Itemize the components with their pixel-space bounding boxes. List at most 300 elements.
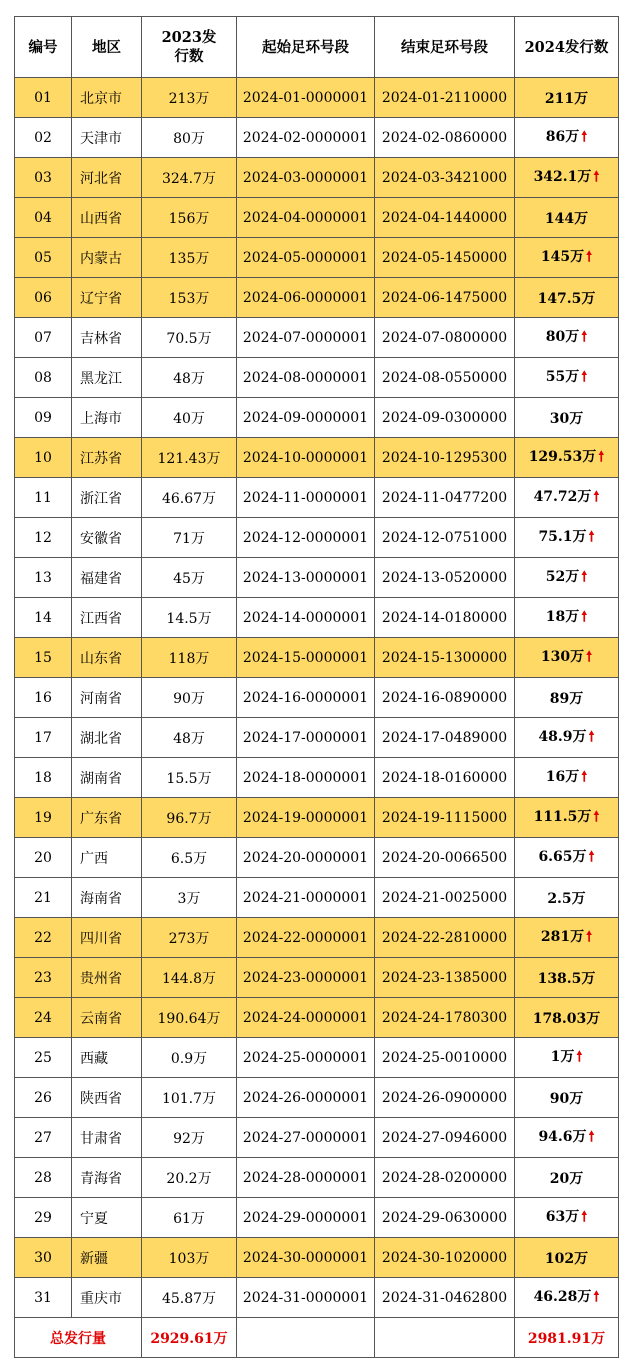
- table-row: [15, 878, 619, 918]
- cell-no: [15, 78, 72, 118]
- cell-end-ring-text: 2024-29-0630000: [381, 1209, 508, 1226]
- cell-region: [72, 598, 142, 638]
- cell-start-ring: [237, 558, 375, 598]
- table-row: [15, 1278, 619, 1318]
- cell-issue-2024: [515, 1198, 619, 1238]
- cell-start-ring-text: 2024-15-0000001: [242, 649, 369, 666]
- cell-end-ring-text: 2024-22-2810000: [381, 929, 508, 946]
- up-arrow-icon: 🠕: [593, 488, 600, 505]
- cell-end-ring-text: 2024-28-0200000: [381, 1169, 508, 1186]
- cell-start-ring: [237, 278, 375, 318]
- cell-no-text: 09: [34, 409, 52, 426]
- cell-start-ring-text: 2024-22-0000001: [242, 929, 369, 946]
- cell-no-text: 24: [34, 1009, 52, 1026]
- cell-region-text: 贵州省: [80, 970, 122, 987]
- cell-no-text: 05: [34, 249, 52, 266]
- cell-end-ring: [375, 518, 515, 558]
- up-arrow-icon: 🠕: [588, 848, 595, 865]
- cell-end-ring: [375, 798, 515, 838]
- cell-region-text: 吉林省: [80, 330, 122, 347]
- cell-issue-2023-text: 92万: [173, 1130, 205, 1147]
- table-row: [15, 998, 619, 1038]
- cell-region-text: 天津市: [80, 130, 122, 147]
- table-row: [15, 678, 619, 718]
- total-2024: 2981.91万: [515, 1318, 619, 1358]
- cell-issue-2023-text: 3万: [177, 890, 201, 907]
- cell-region-text: 陕西省: [80, 1090, 122, 1107]
- cell-issue-2023: [142, 398, 237, 438]
- cell-issue-2024: [515, 238, 619, 278]
- cell-issue-2024: [515, 278, 619, 318]
- cell-issue-2023-text: 101.7万: [161, 1090, 217, 1107]
- cell-start-ring: [237, 1038, 375, 1078]
- cell-issue-2023-text: 70.5万: [166, 330, 212, 347]
- cell-start-ring-text: 2024-30-0000001: [242, 1249, 369, 1266]
- cell-start-ring: [237, 878, 375, 918]
- cell-region-text: 云南省: [80, 1010, 122, 1027]
- cell-issue-2024: [515, 478, 619, 518]
- total-start-empty: [237, 1318, 375, 1358]
- cell-end-ring: [375, 958, 515, 998]
- cell-issue-2023: [142, 638, 237, 678]
- cell-start-ring: [237, 1278, 375, 1318]
- cell-region: [72, 918, 142, 958]
- cell-issue-2024: [515, 1158, 619, 1198]
- cell-no: [15, 238, 72, 278]
- cell-issue-2023-text: 61万: [173, 1210, 205, 1227]
- cell-issue-2023-text: 40万: [173, 410, 205, 427]
- cell-start-ring-text: 2024-14-0000001: [242, 609, 369, 626]
- cell-start-ring-text: 2024-18-0000001: [242, 769, 369, 786]
- cell-region-text: 江西省: [80, 610, 122, 627]
- cell-issue-2024-text: 94.6万: [538, 1128, 587, 1145]
- header-no: 编号: [15, 17, 72, 78]
- cell-issue-2024: [515, 598, 619, 638]
- cell-no-text: 11: [34, 489, 52, 506]
- header-issue-2024: 2024发行数: [515, 17, 619, 78]
- cell-start-ring: [237, 838, 375, 878]
- cell-no: [15, 918, 72, 958]
- cell-start-ring: [237, 598, 375, 638]
- cell-issue-2024-text: 211万: [544, 90, 589, 107]
- cell-issue-2023: [142, 318, 237, 358]
- cell-no: [15, 998, 72, 1038]
- cell-issue-2023-text: 153万: [168, 290, 210, 307]
- cell-region-text: 四川省: [80, 930, 122, 947]
- cell-end-ring-text: 2024-04-1440000: [381, 209, 508, 226]
- cell-issue-2023-text: 121.43万: [157, 450, 221, 467]
- cell-start-ring: [237, 158, 375, 198]
- cell-end-ring-text: 2024-15-1300000: [381, 649, 508, 666]
- cell-no-text: 12: [34, 529, 52, 546]
- cell-issue-2023-text: 324.7万: [161, 170, 217, 187]
- cell-end-ring: [375, 758, 515, 798]
- cell-region: [72, 518, 142, 558]
- cell-end-ring-text: 2024-13-0520000: [381, 569, 508, 586]
- cell-issue-2024-text: 178.03万: [532, 1010, 601, 1027]
- cell-no: [15, 358, 72, 398]
- cell-start-ring-text: 2024-26-0000001: [242, 1089, 369, 1106]
- cell-end-ring-text: 2024-27-0946000: [381, 1129, 508, 1146]
- cell-no: [15, 958, 72, 998]
- up-arrow-icon: 🠕: [581, 368, 588, 385]
- cell-end-ring-text: 2024-08-0550000: [381, 369, 508, 386]
- cell-start-ring: [237, 518, 375, 558]
- total-row: [15, 1318, 619, 1358]
- table-row: [15, 918, 619, 958]
- cell-end-ring: [375, 1238, 515, 1278]
- cell-issue-2024: [515, 118, 619, 158]
- cell-region-text: 宁夏: [80, 1210, 108, 1227]
- cell-issue-2024-text: 1万: [550, 1048, 575, 1065]
- cell-no: [15, 478, 72, 518]
- cell-end-ring-text: 2024-18-0160000: [381, 769, 508, 786]
- cell-no-text: 04: [34, 209, 52, 226]
- cell-start-ring: [237, 358, 375, 398]
- cell-no-text: 23: [34, 969, 52, 986]
- cell-issue-2023: [142, 558, 237, 598]
- cell-issue-2024: [515, 358, 619, 398]
- cell-issue-2024-text: 144万: [544, 210, 589, 227]
- cell-issue-2024: [515, 758, 619, 798]
- cell-issue-2023-text: 96.7万: [166, 810, 212, 827]
- cell-end-ring-text: 2024-14-0180000: [381, 609, 508, 626]
- cell-issue-2024-text: 46.28万: [533, 1288, 592, 1305]
- cell-region: [72, 358, 142, 398]
- cell-end-ring-text: 2024-12-0751000: [381, 529, 508, 546]
- cell-issue-2023-text: 6.5万: [170, 850, 208, 867]
- cell-no: [15, 558, 72, 598]
- cell-region-text: 内蒙古: [80, 250, 122, 267]
- table-row: [15, 438, 619, 478]
- cell-no: [15, 198, 72, 238]
- cell-start-ring-text: 2024-25-0000001: [242, 1049, 369, 1066]
- cell-issue-2024-text: 145万: [540, 248, 585, 265]
- header-region: 地区: [72, 17, 142, 78]
- cell-start-ring-text: 2024-31-0000001: [242, 1289, 369, 1306]
- cell-end-ring: [375, 1078, 515, 1118]
- cell-start-ring-text: 2024-21-0000001: [242, 889, 369, 906]
- cell-end-ring: [375, 838, 515, 878]
- cell-region-text: 重庆市: [80, 1290, 122, 1307]
- cell-end-ring-text: 2024-26-0900000: [381, 1089, 508, 1106]
- cell-issue-2024: [515, 198, 619, 238]
- table-row: [15, 1198, 619, 1238]
- cell-no: [15, 838, 72, 878]
- cell-issue-2024: [515, 398, 619, 438]
- cell-end-ring: [375, 318, 515, 358]
- cell-start-ring-text: 2024-04-0000001: [242, 209, 369, 226]
- cell-region: [72, 158, 142, 198]
- cell-issue-2024: [515, 1278, 619, 1318]
- up-arrow-icon: 🠕: [593, 808, 600, 825]
- cell-start-ring-text: 2024-28-0000001: [242, 1169, 369, 1186]
- cell-region: [72, 1198, 142, 1238]
- cell-issue-2023: [142, 918, 237, 958]
- cell-end-ring: [375, 718, 515, 758]
- cell-issue-2023: [142, 838, 237, 878]
- table-row: [15, 1078, 619, 1118]
- up-arrow-icon: 🠕: [581, 608, 588, 625]
- cell-end-ring-text: 2024-07-0800000: [381, 329, 508, 346]
- cell-no: [15, 1118, 72, 1158]
- cell-issue-2024: [515, 918, 619, 958]
- cell-issue-2024: [515, 878, 619, 918]
- header-issue-2023-label: 2023发行数: [161, 29, 217, 65]
- cell-start-ring: [237, 1158, 375, 1198]
- cell-no-text: 07: [34, 329, 52, 346]
- cell-region: [72, 398, 142, 438]
- cell-issue-2023: [142, 158, 237, 198]
- cell-no: [15, 278, 72, 318]
- cell-issue-2023-text: 14.5万: [166, 610, 212, 627]
- cell-no-text: 06: [34, 289, 52, 306]
- cell-issue-2024-text: 111.5万: [533, 808, 592, 825]
- cell-issue-2024: [515, 798, 619, 838]
- table-row: [15, 238, 619, 278]
- header-start-ring: 起始足环号段: [237, 17, 375, 78]
- total-label: 总发行量: [15, 1318, 142, 1358]
- cell-issue-2024-text: 6.65万: [538, 848, 587, 865]
- cell-start-ring: [237, 918, 375, 958]
- cell-issue-2023: [142, 118, 237, 158]
- table-row: [15, 718, 619, 758]
- cell-start-ring-text: 2024-02-0000001: [242, 129, 369, 146]
- cell-region: [72, 238, 142, 278]
- cell-region-text: 河北省: [80, 170, 122, 187]
- table-row: [15, 278, 619, 318]
- up-arrow-icon: 🠕: [598, 448, 605, 465]
- cell-issue-2023: [142, 198, 237, 238]
- cell-issue-2023-text: 48万: [173, 370, 205, 387]
- cell-issue-2024: [515, 78, 619, 118]
- cell-region: [72, 958, 142, 998]
- up-arrow-icon: 🠕: [593, 1288, 600, 1305]
- cell-region-text: 广东省: [80, 810, 122, 827]
- cell-issue-2023: [142, 238, 237, 278]
- cell-issue-2024: [515, 678, 619, 718]
- table-row: [15, 358, 619, 398]
- cell-start-ring: [237, 78, 375, 118]
- cell-no: [15, 1238, 72, 1278]
- cell-issue-2024: [515, 718, 619, 758]
- cell-issue-2023: [142, 598, 237, 638]
- cell-no-text: 14: [34, 609, 52, 626]
- up-arrow-icon: 🠕: [593, 168, 600, 185]
- table-row: [15, 118, 619, 158]
- cell-end-ring: [375, 78, 515, 118]
- cell-no-text: 02: [34, 129, 52, 146]
- cell-region: [72, 1118, 142, 1158]
- cell-issue-2024-text: 18万: [545, 608, 580, 625]
- cell-end-ring: [375, 598, 515, 638]
- cell-no: [15, 798, 72, 838]
- cell-start-ring: [237, 758, 375, 798]
- cell-region-text: 湖南省: [80, 770, 122, 787]
- cell-end-ring: [375, 1038, 515, 1078]
- cell-issue-2024-text: 86万: [545, 128, 580, 145]
- cell-end-ring-text: 2024-21-0025000: [381, 889, 508, 906]
- cell-end-ring-text: 2024-17-0489000: [381, 729, 508, 746]
- cell-no-text: 31: [34, 1289, 52, 1306]
- cell-region-text: 甘肃省: [80, 1130, 122, 1147]
- cell-issue-2024-text: 30万: [549, 410, 584, 427]
- cell-end-ring-text: 2024-20-0066500: [381, 849, 508, 866]
- up-arrow-icon: 🠕: [581, 128, 588, 145]
- cell-issue-2024: [515, 1118, 619, 1158]
- cell-region: [72, 1238, 142, 1278]
- table-row: [15, 398, 619, 438]
- cell-issue-2024: [515, 518, 619, 558]
- cell-issue-2023-text: 45.87万: [161, 1290, 217, 1307]
- cell-issue-2023: [142, 958, 237, 998]
- cell-issue-2024-text: 138.5万: [537, 970, 596, 987]
- cell-end-ring-text: 2024-05-1450000: [381, 249, 508, 266]
- cell-no: [15, 518, 72, 558]
- cell-region-text: 辽宁省: [80, 290, 122, 307]
- table-row: [15, 198, 619, 238]
- total-2023: 2929.61万: [142, 1318, 237, 1358]
- cell-start-ring: [237, 1238, 375, 1278]
- cell-region-text: 海南省: [80, 890, 122, 907]
- cell-no-text: 19: [34, 809, 52, 826]
- cell-end-ring-text: 2024-01-2110000: [381, 89, 508, 106]
- cell-start-ring-text: 2024-27-0000001: [242, 1129, 369, 1146]
- cell-end-ring-text: 2024-25-0010000: [381, 1049, 508, 1066]
- cell-no-text: 26: [34, 1089, 52, 1106]
- cell-no: [15, 878, 72, 918]
- table-row: [15, 798, 619, 838]
- cell-region-text: 江苏省: [80, 450, 122, 467]
- cell-issue-2023-text: 15.5万: [166, 770, 212, 787]
- cell-region: [72, 638, 142, 678]
- table-row: [15, 838, 619, 878]
- cell-end-ring: [375, 158, 515, 198]
- cell-region: [72, 838, 142, 878]
- cell-region: [72, 478, 142, 518]
- up-arrow-icon: 🠕: [581, 328, 588, 345]
- cell-issue-2024-text: 80万: [545, 328, 580, 345]
- table-row: [15, 1038, 619, 1078]
- table-body: [15, 78, 619, 1318]
- cell-region-text: 山东省: [80, 650, 122, 667]
- cell-start-ring: [237, 798, 375, 838]
- cell-end-ring: [375, 278, 515, 318]
- cell-start-ring: [237, 1118, 375, 1158]
- cell-no: [15, 318, 72, 358]
- cell-no: [15, 158, 72, 198]
- up-arrow-icon: 🠕: [586, 928, 593, 945]
- cell-issue-2024-text: 342.1万: [533, 168, 592, 185]
- cell-start-ring-text: 2024-09-0000001: [242, 409, 369, 426]
- cell-issue-2024-text: 281万: [540, 928, 585, 945]
- cell-start-ring: [237, 118, 375, 158]
- cell-start-ring: [237, 638, 375, 678]
- cell-region-text: 上海市: [80, 410, 122, 427]
- cell-end-ring: [375, 878, 515, 918]
- cell-issue-2023: [142, 878, 237, 918]
- cell-issue-2023-text: 103万: [168, 1250, 210, 1267]
- cell-issue-2023-text: 80万: [173, 130, 205, 147]
- cell-issue-2023: [142, 358, 237, 398]
- cell-no-text: 22: [34, 929, 52, 946]
- cell-region: [72, 118, 142, 158]
- cell-start-ring-text: 2024-11-0000001: [242, 489, 369, 506]
- table-row: [15, 478, 619, 518]
- cell-region: [72, 1158, 142, 1198]
- cell-region: [72, 758, 142, 798]
- cell-region-text: 广西: [80, 850, 108, 867]
- cell-issue-2024-text: 2.5万: [547, 890, 586, 907]
- cell-issue-2023-text: 48万: [173, 730, 205, 747]
- cell-issue-2023-text: 213万: [168, 90, 210, 107]
- cell-region-text: 河南省: [80, 690, 122, 707]
- cell-start-ring: [237, 958, 375, 998]
- cell-no: [15, 1278, 72, 1318]
- cell-region: [72, 558, 142, 598]
- cell-issue-2024-text: 130万: [540, 648, 585, 665]
- table-row: [15, 78, 619, 118]
- cell-no-text: 15: [34, 649, 52, 666]
- cell-issue-2023-text: 45万: [173, 570, 205, 587]
- cell-end-ring-text: 2024-23-1385000: [381, 969, 508, 986]
- cell-issue-2024-text: 47.72万: [533, 488, 592, 505]
- cell-no: [15, 438, 72, 478]
- cell-start-ring: [237, 198, 375, 238]
- cell-end-ring: [375, 678, 515, 718]
- cell-start-ring-text: 2024-12-0000001: [242, 529, 369, 546]
- cell-no-text: 28: [34, 1169, 52, 1186]
- cell-issue-2024-text: 63万: [545, 1208, 580, 1225]
- cell-start-ring-text: 2024-29-0000001: [242, 1209, 369, 1226]
- cell-no: [15, 118, 72, 158]
- cell-no-text: 30: [34, 1249, 52, 1266]
- cell-issue-2023: [142, 798, 237, 838]
- table-row: [15, 1238, 619, 1278]
- cell-issue-2024-text: 129.53万: [528, 448, 597, 465]
- cell-no: [15, 638, 72, 678]
- cell-start-ring-text: 2024-20-0000001: [242, 849, 369, 866]
- cell-start-ring: [237, 238, 375, 278]
- cell-end-ring-text: 2024-11-0477200: [381, 489, 508, 506]
- cell-issue-2023-text: 90万: [173, 690, 205, 707]
- cell-start-ring: [237, 1198, 375, 1238]
- pigeon-ring-issuance-table: [14, 16, 619, 1358]
- cell-issue-2024-text: 16万: [545, 768, 580, 785]
- cell-region-text: 福建省: [80, 570, 122, 587]
- cell-issue-2023: [142, 718, 237, 758]
- cell-issue-2023-text: 135万: [168, 250, 210, 267]
- cell-end-ring: [375, 198, 515, 238]
- up-arrow-icon: 🠕: [576, 1048, 583, 1065]
- cell-issue-2024: [515, 318, 619, 358]
- cell-issue-2023: [142, 78, 237, 118]
- cell-end-ring-text: 2024-30-1020000: [381, 1249, 508, 1266]
- cell-issue-2023-text: 0.9万: [170, 1050, 208, 1067]
- cell-region: [72, 998, 142, 1038]
- cell-no: [15, 398, 72, 438]
- cell-start-ring: [237, 438, 375, 478]
- cell-start-ring-text: 2024-10-0000001: [242, 449, 369, 466]
- cell-end-ring: [375, 998, 515, 1038]
- cell-issue-2023: [142, 1198, 237, 1238]
- cell-no-text: 29: [34, 1209, 52, 1226]
- up-arrow-icon: 🠕: [581, 568, 588, 585]
- table-row: [15, 318, 619, 358]
- cell-issue-2024: [515, 158, 619, 198]
- cell-start-ring-text: 2024-05-0000001: [242, 249, 369, 266]
- up-arrow-icon: 🠕: [588, 528, 595, 545]
